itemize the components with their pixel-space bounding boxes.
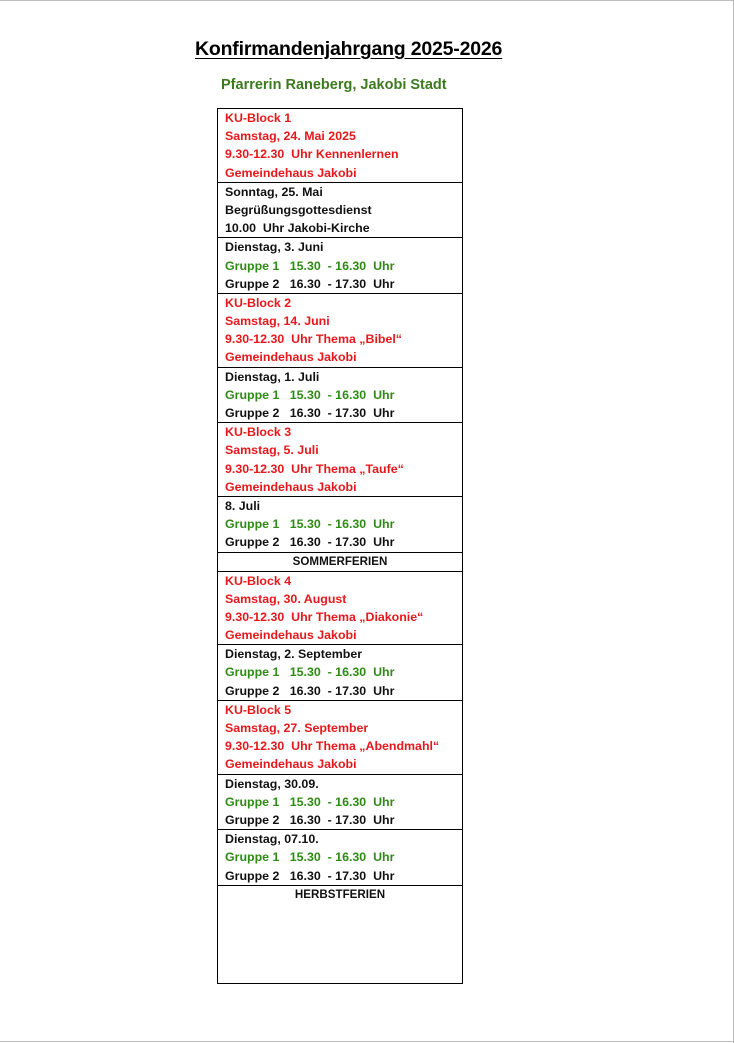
block-location: Gemeindehaus Jakobi	[225, 757, 357, 772]
holiday-label: SOMMERFERIEN	[292, 554, 388, 568]
group-2-time: Gruppe 2 16.30 - 17.30 Uhr	[225, 535, 395, 550]
schedule-entry-break	[218, 886, 462, 904]
group-2-time: Gruppe 2 16.30 - 17.30 Uhr	[225, 276, 395, 291]
block-label: KU-Block 5	[225, 702, 292, 717]
block-date: Samstag, 27. September	[225, 721, 369, 735]
page-title: Konfirmandenjahrgang 2025-2026	[195, 38, 503, 60]
page-edge-bottom	[0, 1041, 734, 1042]
block-date: Samstag, 14. Juni	[225, 314, 330, 329]
block-time-topic: 9.30-12.30 Uhr Kennenlernen	[225, 147, 399, 162]
schedule-entry-block	[218, 423, 462, 497]
session-date: Dienstag, 30.09.	[225, 776, 319, 791]
group-2-time: Gruppe 2 16.30 - 17.30 Uhr	[225, 406, 395, 420]
group-2-time: Gruppe 2 16.30 - 17.30 Uhr	[225, 868, 395, 883]
block-label: KU-Block 2	[225, 295, 292, 310]
block-time-topic: 9.30-12.30 Uhr Thema „Diakonie“	[225, 609, 424, 624]
group-1-time: Gruppe 1 15.30 - 16.30 Uhr	[225, 794, 395, 809]
group-1-time: Gruppe 1 15.30 - 16.30 Uhr	[225, 850, 395, 865]
block-time-topic: 9.30-12.30 Uhr Thema „Abendmahl“	[225, 739, 440, 754]
schedule-entry-groups	[218, 238, 462, 294]
group-1-time: Gruppe 1 15.30 - 16.30 Uhr	[225, 517, 395, 532]
block-date: Samstag, 24. Mai 2025	[225, 129, 356, 144]
session-date: Dienstag, 2. September	[225, 647, 363, 662]
page-edge-top	[0, 0, 734, 1]
service-name: Begrüßungsgottesdienst	[225, 202, 372, 217]
schedule-entry-groups	[218, 645, 462, 701]
block-date: Samstag, 5. Juli	[225, 443, 319, 458]
schedule-entry-groups	[218, 830, 462, 886]
group-1-time: Gruppe 1 15.30 - 16.30 Uhr	[225, 387, 395, 402]
block-location: Gemeindehaus Jakobi	[225, 350, 357, 365]
service-date: Sonntag, 25. Mai	[225, 184, 323, 199]
schedule-entry-groups	[218, 368, 462, 424]
group-1-time: Gruppe 1 15.30 - 16.30 Uhr	[225, 258, 395, 273]
group-1-time: Gruppe 1 15.30 - 16.30 Uhr	[225, 665, 395, 680]
group-2-time: Gruppe 2 16.30 - 17.30 Uhr	[225, 812, 395, 827]
schedule-entry-block	[218, 294, 462, 368]
block-location: Gemeindehaus Jakobi	[225, 628, 357, 643]
group-2-time: Gruppe 2 16.30 - 17.30 Uhr	[225, 683, 395, 698]
session-date: Dienstag, 07.10.	[225, 832, 319, 847]
block-time-topic: 9.30-12.30 Uhr Thema „Bibel“	[225, 332, 402, 347]
block-label: KU-Block 3	[225, 425, 292, 440]
schedule-table	[217, 108, 463, 984]
block-time-topic: 9.30-12.30 Uhr Thema „Taufe“	[225, 461, 404, 476]
block-location: Gemeindehaus Jakobi	[225, 479, 357, 494]
schedule-entry-service	[218, 183, 462, 239]
block-label: KU-Block 4	[225, 573, 292, 588]
holiday-label: HERBSTFERIEN	[294, 887, 386, 901]
schedule-entry-block	[218, 109, 462, 183]
session-date: Dienstag, 1. Juli	[225, 369, 320, 384]
block-label: KU-Block 1	[225, 111, 292, 125]
schedule-entry-block	[218, 701, 462, 775]
block-date: Samstag, 30. August	[225, 591, 347, 606]
block-location: Gemeindehaus Jakobi	[225, 165, 357, 180]
schedule-entry-groups	[218, 497, 462, 553]
session-date: Dienstag, 3. Juni	[225, 240, 324, 255]
schedule-entry-break	[218, 553, 462, 572]
schedule-entry-block	[218, 572, 462, 646]
page-subtitle: Pfarrerin Raneberg, Jakobi Stadt	[221, 77, 447, 93]
schedule-entry-groups	[218, 775, 462, 831]
session-date: 8. Juli	[225, 498, 261, 513]
service-time-place: 10.00 Uhr Jakobi-Kirche	[225, 221, 370, 236]
